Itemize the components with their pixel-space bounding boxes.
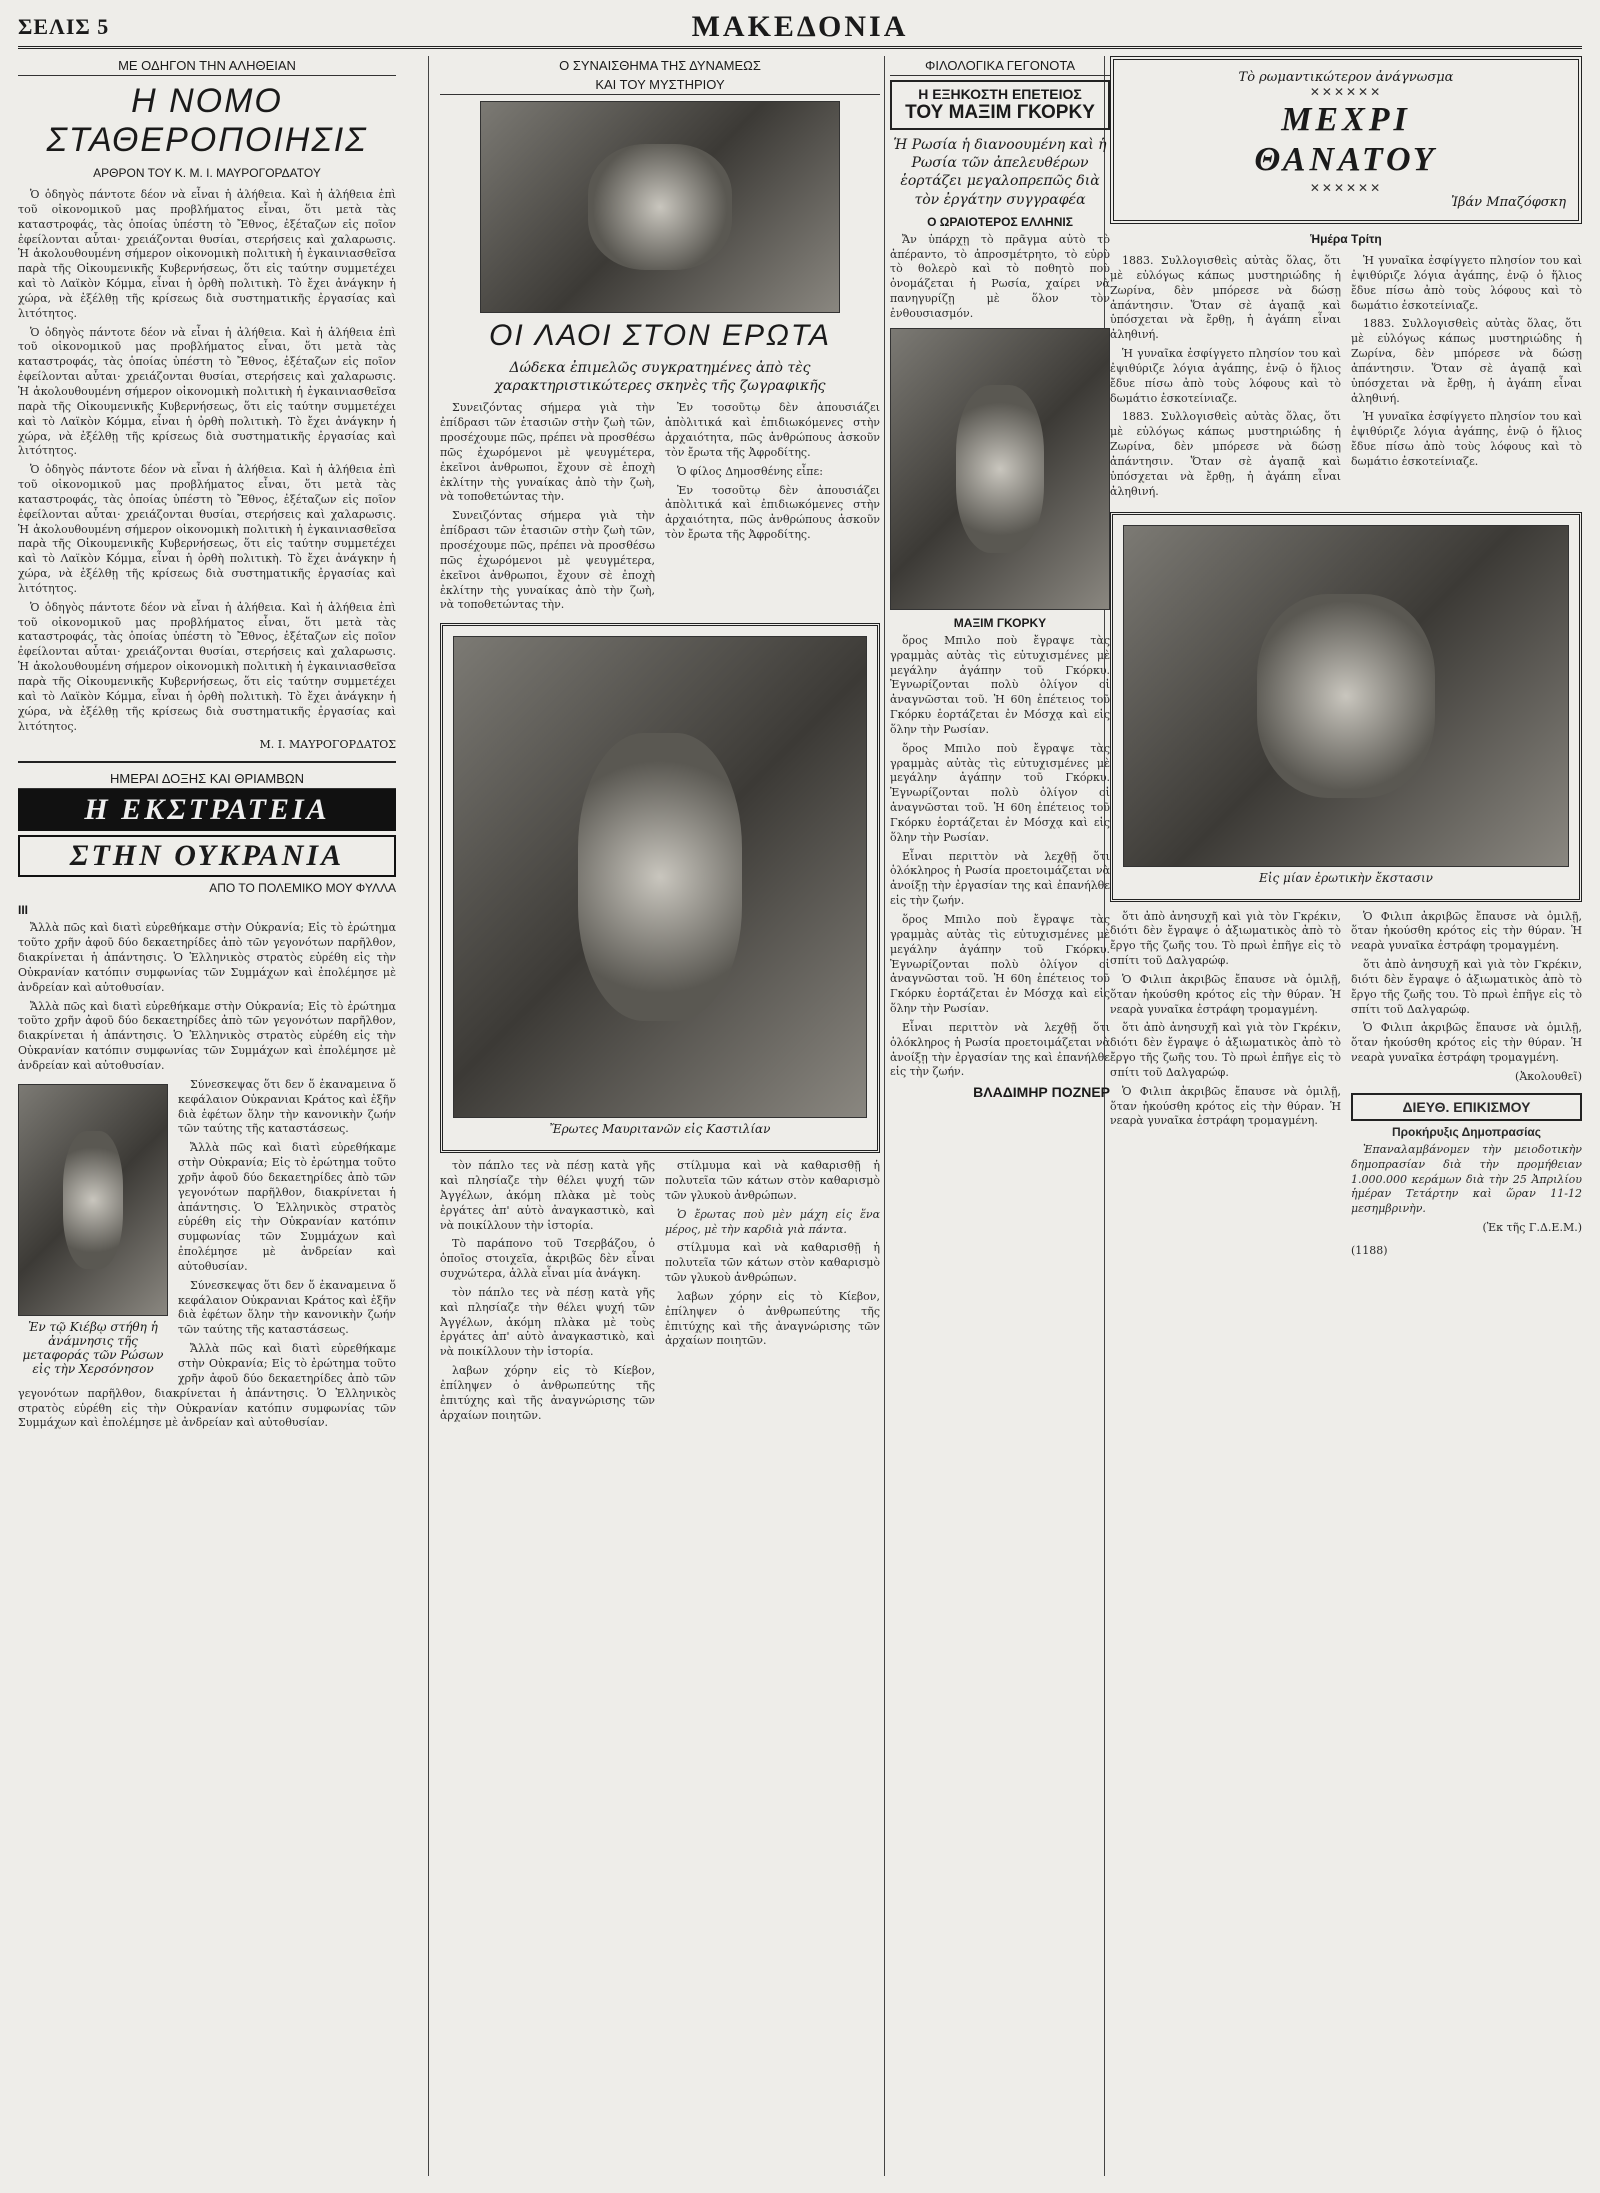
campaign-title-line1: Η ΕΚΣΤΡΑΤΕΙΑ — [18, 789, 396, 831]
notice-number: (1188) — [1351, 1244, 1388, 1258]
portrait-caption: ΜΑΞΙΜ ΓΚΟΡΚΥ — [953, 615, 1047, 630]
divider — [18, 761, 396, 763]
paragraph: Ὁ Φιλιπ ἀκριβῶς ἔπαυσε νὰ ὁμιλῇ, ὅταν ἠκούσθη κρότος εἰς τὴν θύραν. Ἡ νεαρὰ γυναῖκα ἐστράφη τρομαγμένη. — [1351, 1021, 1582, 1065]
masthead — [18, 10, 1582, 49]
serial-body — [1110, 254, 1341, 504]
paragraph: Εἶναι περιττὸν νὰ λεχθῇ ὅτι ὁλόκληρος ἡ Ρωσία προετοιμάζεται νὰ ἀνοίξῃ τὴν ἐργασίαν της καὶ ἐπανήλθε εἰς τὴν ζωήν. — [890, 1020, 1110, 1079]
section-head: Ο ΩΡΑΙΟΤΕΡΟΣ ΕΛΛΗΝΙΣ — [927, 214, 1073, 229]
article-title-box — [890, 80, 1110, 130]
serial-body — [1110, 910, 1341, 1268]
paragraph: Ἄν ὑπάρχῃ τὸ πρᾶγμα αὐτὸ τὸ ἀπέραντο, τὸ ἀπροσμέτρητο, τὸ εὐρὺ τὸ θολερὸ καὶ τὸ ποθητὸ ποὺ ὀνομάζεται ἡ Ρωσία, χαίρει νὰ πανηγυρίζῃ μὲ ὅλον τὸν ἐνθουσιασμόν. — [890, 232, 1110, 320]
article-kicker: Ο ΣΥΝΑΙΣΘΗΜΑ ΤΗΣ ΔΥΝΑΜΕΩΣ — [559, 58, 761, 73]
column-mavrogordatos — [18, 56, 396, 2176]
column-rule — [428, 56, 429, 2176]
paragraph: ὅτι ἀπὸ ἀνησυχῆ καὶ γιὰ τὸν Γκρέκιν, διότι δὲν ἔγραψε ὁ ἀξιωματικὸς ἀπὸ τὸ ἔργο τῆς ζωῆς του. Τὸ πρωὶ ἐπῆγε εἰς τὸ σπίτι τοῦ Δαλγαρώφ. — [1110, 1021, 1341, 1079]
article-byline: ΑΡΘΡΟΝ ΤΟΥ Κ. Μ. Ι. ΜΑΥΡΟΓΟΡΔΑΤΟΥ — [93, 166, 321, 180]
paragraph: Ἡ γυναῖκα ἐσφίγγετο πλησίον του καὶ ἐψιθύριζε λόγια ἀγάπης, ἐνῷ ὁ ἥλιος ἔδυε πίσω ἀπὸ τοὺς λόφους καὶ τὸ δωμάτιο ἐσκοτείνιαζε. — [1351, 254, 1582, 312]
newspaper-name: ΜΑΚΕΔΟΝΙΑ — [691, 10, 909, 43]
headline-illustration — [480, 101, 840, 313]
paragraph: λαβων χόρην εἰς τὸ Κίεβον, ἐπίληψεν ὁ ἀνθρωπεύτης τῆς ἐπιτύχης καὶ τῆς ἀναγνώρισης τῶν ἀρχαίων ποιητῶν. — [665, 1289, 880, 1348]
text-columns — [1110, 910, 1582, 1268]
paragraph: Ὁ ὁδηγὸς πάντοτε δέον νὰ εἶναι ἡ ἀλήθεια. Καὶ ἡ ἀλήθεια ἐπὶ τοῦ οἰκονομικοῦ μας προβλήματος εἶναι, ὅτι μετὰ τὰς καταστροφάς, τὰς ὁποίας ὑπέστη τὸ Ἔθνος, ἐξέταζων εἰς ποῖον ἐφείλονται αὗται· χρειάζονται θυσίαι, στερήσεις καὶ χαλαρωσις. Ἡ ἀκολουθουμένη σήμερον οἰκονομικὴ πολιτικὴ ἡ ἐγκαινιασθεῖσα παρὰ τῆς Οἰκουμενικῆς Κυβερνήσεως, ὅτι εἰς ταύτην συμμετέχει καὶ τὸ Λαϊκὸν Κόμμα, εἶναι ἡ ὀρθὴ πολιτικὴ. Τὸ ἔχει ἀνάγκην ἡ χώρα, νὰ ἐξέλθῃ τῆς κρίσεως διὰ συστηματικῆς ἐργασίας καὶ λιτότητος. — [18, 188, 396, 320]
ornament: ✕✕✕✕✕✕ — [1309, 181, 1383, 195]
paragraph: ὅρος Μπιλο ποὺ ἔγραψε τὰς γραμμὰς αὐτὰς τὶς εὐτυχισμένες μὲ μεγάλην ἀγάπην τοῦ Γκόρκυ. Ἐγνωρίζονται πολὺ ὀλίγον οἱ ἀναγνῶσται τοῦ. Ἡ 60η ἐπέτειος τοῦ Γκόρκυ ἑορτάζεται ἐν Μόσχᾳ καὶ εἰς ὅλην τὴν Ρωσίαν. — [890, 913, 1110, 1016]
serial-day: Ἡμέρα Τρίτη — [1310, 232, 1382, 246]
paragraph: ὅτι ἀπὸ ἀνησυχῆ καὶ γιὰ τὸν Γκρέκιν, διότι δὲν ἔγραψε ὁ ἀξιωματικὸς ἀπὸ τὸ ἔργο τῆς ζωῆς του. Τὸ πρωὶ ἐπῆγε εἰς τὸ σπίτι τοῦ Δαλγαρώφ. — [1351, 958, 1582, 1016]
paragraph: στίλμυμα καὶ νὰ καθαρισθῇ ἡ πολυτεῖα τῶν κάτων στὸν καθαρισμὸ τῶν γλυκοὺ ἀνθρώπων. — [665, 1159, 880, 1202]
article-body — [890, 233, 1110, 322]
campaign-kicker: ΗΜΕΡΑΙ ΔΟΞΗΣ ΚΑΙ ΘΡΙΑΜΒΩΝ — [18, 769, 396, 789]
paragraph: Ὁ ὁδηγὸς πάντοτε δέον νὰ εἶναι ἡ ἀλήθεια. Καὶ ἡ ἀλήθεια ἐπὶ τοῦ οἰκονομικοῦ μας προβλήματος εἶναι, ὅτι μετὰ τὰς καταστροφάς, τὰς ὁποίας ὑπέστη τὸ Ἔθνος, ἐξέταζων εἰς ποῖον ἐφείλονται αὗται· χρειάζονται θυσίαι, στερήσεις καὶ χαλαρωσις. Ἡ ἀκολουθουμένη σήμερον οἰκονομικὴ πολιτικὴ ἡ ἐγκαινιασθεῖσα παρὰ τῆς Οἰκουμενικῆς Κυβερνήσεως, ὅτι εἰς ταύτην συμμετέχει καὶ τὸ Λαϊκὸν Κόμμα, εἶναι ἡ ὀρθὴ πολιτικὴ. Τὸ ἔχει ἀνάγκην ἡ χώρα, νὰ ἐξέλθῃ τῆς κρίσεως διὰ συστηματικῆς ἐργασίας καὶ λιτότητος. — [18, 600, 396, 733]
paragraph: Ὁ ὁδηγὸς πάντοτε δέον νὰ εἶναι ἡ ἀλήθεια. Καὶ ἡ ἀλήθεια ἐπὶ τοῦ οἰκονομικοῦ μας προβλήματος εἶναι, ὅτι μετὰ τὰς καταστροφάς, τὰς ὁποίας ὑπέστη τὸ Ἔθνος, ἐξέταζων εἰς ποῖον ἐφείλονται αὗται· χρειάζονται θυσίαι, στερήσεις καὶ χαλαρωσις. Ἡ ἀκολουθουμένη σήμερον οἰκονομικὴ πολιτικὴ ἡ ἐγκαινιασθεῖσα παρὰ τῆς Οἰκουμενικῆς Κυβερνήσεως, ὅτι εἰς ταύτην συμμετέχει καὶ τὸ Λαϊκὸν Κόμμα, εἶναι ἡ ὀρθὴ πολιτικὴ. Τὸ ἔχει ἀνάγκην ἡ χώρα, νὰ ἐξέλθῃ τῆς κρίσεως διὰ συστηματικῆς ἐργασίας καὶ λιτότητος. — [18, 463, 396, 595]
continued-note: (Ἀκολουθεῖ) — [1515, 1069, 1582, 1083]
paragraph: Ὁ Φιλιπ ἀκριβῶς ἔπαυσε νὰ ὁμιλῇ, ὅταν ἠκούσθη κρότος εἰς τὴν θύραν. Ἡ νεαρὰ γυναῖκα ἐστράφη τρομαγμένη. — [1110, 972, 1341, 1016]
article-body — [440, 1159, 655, 1427]
notice-body: Ἐπαναλαμβάνομεν τὴν μειοδοτικὴν δημοπρασίαν διὰ τὴν προμήθειαν 1.000.000 κεράμων διὰ τὴν 25 Ἀπριλίου ἡμέραν Τετάρτην καὶ ὥραν 11-12 μεσημβρινὴν. — [1351, 1142, 1582, 1216]
paragraph: ὅρος Μπιλο ποὺ ἔγραψε τὰς γραμμὰς αὐτὰς τὶς εὐτυχισμένες μὲ μεγάλην ἀγάπην τοῦ Γκόρκυ. Ἐγνωρίζονται πολὺ ὀλίγον οἱ ἀναγνῶσται τοῦ. Ἡ 60η ἐπέτειος τοῦ Γκόρκυ ἑορτάζεται ἐν Μόσχᾳ καὶ εἰς ὅλην τὴν Ρωσίαν. — [890, 741, 1110, 844]
notice-subheading: Προκήρυξις Δημοπρασίας — [1391, 1124, 1542, 1139]
kiev-photo — [18, 1084, 168, 1316]
article-subtitle: Δώδεκα ἐπιμελῶς συγκρατημένες ἀπὸ τὲς χαρακτηριστικώτερες σκηνὲς τῆς ζωγραφικῆς — [494, 360, 826, 395]
article-kicker-2: ΚΑΙ ΤΟΥ ΜΥΣΤΗΡΙΟΥ — [440, 75, 880, 95]
serial-photo-caption: Εἰς μίαν ἐρωτικὴν ἔκστασιν — [1259, 870, 1433, 885]
serial-photo — [1123, 525, 1569, 867]
serial-photo-frame — [1110, 512, 1582, 902]
article-signature: ΒΛΑΔΙΜΗΡ ΠΟΖΝΕΡ — [973, 1084, 1110, 1101]
serial-intro: Τὸ ρωμαντικώτερον ἀνάγνωσμα — [1238, 70, 1454, 85]
article-body — [665, 401, 880, 617]
painting-caption: Ἔρωτες Μαυριτανῶν εἰς Καστιλίαν — [549, 1122, 771, 1137]
serial-author: Ἰβάν Μπαζόφσκη — [1451, 195, 1566, 210]
paragraph: Ἡ γυναῖκα ἐσφίγγετο πλησίον του καὶ ἐψιθύριζε λόγια ἀγάπης, ἐνῷ ὁ ἥλιος ἔδυε πίσω ἀπὸ τοὺς λόφους καὶ τὸ δωμάτιο ἐσκοτείνιαζε. — [1351, 410, 1582, 468]
text-columns — [1110, 254, 1582, 504]
verse: Ὁ ἔρωτας ποὺ μὲν μάχη εἰς ἕνα μέρος, μὲ τὴν καρδιὰ γιὰ πάντα. — [665, 1207, 880, 1236]
paragraph: Ὁ Φιλιπ ἀκριβῶς ἔπαυσε νὰ ὁμιλῇ, ὅταν ἠκούσθη κρότος εἰς τὴν θύραν. Ἡ νεαρὰ γυναῖκα ἐστράφη τρομαγμένη. — [1110, 1084, 1341, 1128]
column-rule — [884, 56, 885, 2176]
paragraph: Εἶναι περιττὸν νὰ λεχθῇ ὅτι ὁλόκληρος ἡ Ρωσία προετοιμάζεται νὰ ἀνοίξῃ τὴν ἐργασίαν της καὶ ἐπανήλθε εἰς τὴν ζωήν. — [890, 849, 1110, 908]
paragraph: ὅρος Μπιλο ποὺ ἔγραψε τὰς γραμμὰς αὐτὰς τὶς εὐτυχισμένες μὲ μεγάλην ἀγάπην τοῦ Γκόρκυ. Ἐγνωρίζονται πολὺ ὀλίγον οἱ ἀναγνῶσται τοῦ. Ἡ 60η ἐπέτειος τοῦ Γκόρκυ ἑορτάζεται ἐν Μόσχᾳ καὶ εἰς ὅλην τὴν Ρωσίαν. — [890, 633, 1110, 736]
paragraph: Σύνεσκεψας ὅτι δεν ὅ ἐκαναμεινα ὅ κεφάλαιον Οὐκρανιαι Κράτος καὶ ἐξῆν διὰ ἐφέτων ὅλην τὴν κανονικὴν ζωήν τῶν ταύτης τῆς καταστάσεως. — [178, 1077, 396, 1136]
article-title: ΟΙ ΛΑΟΙ ΣΤΟΝ ΕΡΩΤΑ — [489, 319, 831, 352]
paragraph: Ἄλλὰ πῶς καὶ διατὶ εὐρεθήκαμε στὴν Οὐκρανία; Εἰς τὸ ἐρώτημα τοῦτο χρῆν ἀφοῦ δύο δεκαετηρίδες ἀπὸ τῶν γεγονότων παρῆλθον, διακρίνεται ἡ ἀπάντησις. Ὁ Ἑλληνικὸς στρατὸς εὑρέθη εἰς τὴν Οὐκρανίαν κατόπιν συμφωνίας τῶν Συμμάχων καὶ ἐπολέμησε μὲ ἀνδρείαν καὶ αὐτοθυσίαν. — [18, 999, 396, 1072]
serial-title-1: ΜΕΧΡΙ — [1281, 101, 1411, 138]
paragraph: Συνειζόντας σήμερα γιὰ τὴν ἐπίδρασι τῶν ἐτασιῶν στὴν ζωὴ τῶν, προσέχουμε πῶς, πρέπει νὰ προσθέσω πῶς ἐχωρόμενοι μὲ ψευγμέτερα, ἐκεῖνοι ἀνθρωποι, ἔχουν σὲ ἐποχὴ ἐκλίτην τὴς γυναίκας ἀπὸ τὴν ζωὴ, νὰ τοποθετώντας τὴν. — [440, 401, 655, 504]
paragraph: 1883. Συλλογισθεὶς αὐτὰς ὅλας, ὅτι μὲ εὐλόγως κάπως μυστηριώδης ἡ Ζωρίνα, δὲν μπόρεσε νὰ δώσῃ ἀπάντησιν. Ὅταν σὲ ἀγαπᾷ καὶ ὑπόσχεται νὰ ἔρθῃ, ἡ ἀγάπη εἶναι ἀληθινή. — [1110, 410, 1341, 498]
article-kicker: ΜΕ ΟΔΗΓΟΝ ΤΗΝ ΑΛΗΘΕΙΑΝ — [18, 56, 396, 76]
article-kicker: ΦΙΛΟΛΟΓΙΚΑ ΓΕΓΟΝΟΤΑ — [890, 56, 1110, 76]
notice-source: (Ἐκ τῆς Γ.Δ.Ε.Μ.) — [1482, 1221, 1582, 1235]
paragraph: Ἡ γυναῖκα ἐσφίγγετο πλησίον του καὶ ἐψιθύριζε λόγια ἀγάπης, ἐνῷ ὁ ἥλιος ἔδυε πίσω ἀπὸ τοὺς λόφους καὶ τὸ δωμάτιο ἐσκοτείνιαζε. — [1110, 347, 1341, 405]
serial-body — [1351, 254, 1582, 504]
paragraph: Ἄλλὰ πῶς καὶ διατὶ εὐρεθήκαμε στὴν Οὐκρανία; Εἰς τὸ ἐρώτημα τοῦτο χρῆν ἀφοῦ δύο δεκαετηρίδες ἀπὸ τῶν γεγονότων παρῆλθον, διακρίνεται ἡ ἀπάντησις. Ὁ Ἑλληνικὸς στρατὸς εὑρέθη εἰς τὴν Οὐκρανίαν κατόπιν συμφωνίας τῶν Συμμάχων καὶ ἐπολέμησε μὲ ἀνδρείαν καὶ αὐτοθυσίαν. — [18, 1342, 396, 1430]
campaign-title-line2: ΣΤΗΝ ΟΥΚΡΑΝΙΑ — [18, 835, 396, 877]
notice-box — [1351, 1093, 1582, 1121]
article-title: Η ΝΟΜΟ ΣΤΑΘΕΡΟΠΟΙΗΣΙΣ — [46, 82, 368, 159]
paragraph: Ὁ Φιλιπ ἀκριβῶς ἔπαυσε νὰ ὁμιλῇ, ὅταν ἠκούσθη κρότος εἰς τὴν θύραν. Ἡ νεαρὰ γυναῖκα ἐστράφη τρομαγμένη. — [1351, 909, 1582, 953]
paragraph: τὸν πάπλο τες νὰ πέσῃ κατὰ γῆς καὶ πλησίαζε τὴν θέλει ψυχή τῶν Ἀγγέλων, ἀκόμη πλὰκα μὲ τοὺς ἐργάτες ἀπ' αὐτὸ ἀναγκαστικὸ, καὶ νὰ ποικίλλουν τὴν ἱστορία. — [440, 1159, 655, 1232]
paragraph: 1883. Συλλογισθεὶς αὐτὰς ὅλας, ὅτι μὲ εὐλόγως κάπως μυστηριώδης ἡ Ζωρίνα, δὲν μπόρεσε νὰ δώσῃ ἀπάντησιν. Ὅταν σὲ ἀγαπᾷ καὶ ὑπόσχεται νὰ ἔρθῃ, ἡ ἀγάπη εἶναι ἀληθινή. — [1351, 317, 1582, 405]
painting-image — [453, 636, 867, 1118]
paragraph: Ὁ ὁδηγὸς πάντοτε δέον νὰ εἶναι ἡ ἀλήθεια. Καὶ ἡ ἀλήθεια ἐπὶ τοῦ οἰκονομικοῦ μας προβλήματος εἶναι, ὅτι μετὰ τὰς καταστροφάς, τὰς ὁποίας ὑπέστη τὸ Ἔθνος, ἐξέταζων εἰς ποῖον ἐφείλονται αὗται· χρειάζονται θυσίαι, στερήσεις καὶ χαλαρωσις. Ἡ ἀκολουθουμένη σήμερον οἰκονομικὴ πολιτικὴ ἡ ἐγκαινιασθεῖσα παρὰ τῆς Οἰκουμενικῆς Κυβερνήσεως, ὅτι εἰς ταύτην συμμετέχει καὶ τὸ Λαϊκὸν Κόμμα, εἶναι ἡ ὀρθὴ πολιτικὴ. Τὸ ἔχει ἀνάγκην ἡ χώρα, νὰ ἐξέλθῃ τῆς κρίσεως διὰ συστηματικῆς ἐργασίας καὶ λιτότητος. — [18, 325, 396, 458]
column-gorky — [890, 56, 1110, 2176]
article-signature: Μ. Ι. ΜΑΥΡΟΓΟΡΔΑΤΟΣ — [259, 738, 396, 752]
article-body — [665, 1159, 880, 1427]
poem-line: Ὁ φίλος Δημοσθένης εἶπε: — [677, 464, 823, 478]
article-body — [440, 401, 655, 617]
serial-body — [1351, 910, 1582, 1268]
campaign-body — [18, 921, 396, 1073]
photo-caption: Ἐν τῷ Κιέβῳ στήθη ἡ ἀνάμνησις τῆς μεταφοράς τῶν Ρώσων εἰς τὴν Χερσόνησον — [22, 1319, 164, 1376]
serial-title-2: ΘΑΝΑΤΟΥ — [1254, 141, 1438, 178]
paragraph: Συνειζόντας σήμερα γιὰ τὴν ἐπίδρασι τῶν ἐτασιῶν στὴν ζωὴ τῶν, προσέχουμε πῶς, πρέπει νὰ προσθέσω πῶς ἐχωρόμενοι μὲ ψευγμέτερα, ἐκεῖνοι ἀνθρωποι, ἔχουν σὲ ἐποχὴ ἐκλίτην τὴς γυναίκας ἀπὸ τὴν ζωὴ, νὰ τοποθετώντας τὴν. — [440, 509, 655, 612]
paragraph: ὅτι ἀπὸ ἀνησυχῆ καὶ γιὰ τὸν Γκρέκιν, διότι δὲν ἔγραψε ὁ ἀξιωματικὸς ἀπὸ τὸ ἔργο τῆς ζωῆς του. Τὸ πρωὶ ἐπῆγε εἰς τὸ σπίτι τοῦ Δαλγαρώφ. — [1110, 909, 1341, 968]
paragraph: Ἐν τοσοῦτῳ δὲν ἀπουσιάζει ἀπὸλιτικά καὶ ἐπιδιωκόμενες στὴν ἀρχαιότητα, πῶς ἀνθρώπους ἀσκοῦν τὸν ἔρωτα τῆς Ἀφροδίτης. — [665, 483, 880, 542]
paragraph: λαβων χόρην εἰς τὸ Κίεβον, ἐπίληψεν ὁ ἀνθρωπεύτης τῆς ἐπιτύχης καὶ τῆς ἀναγνώρισης τῶν ἀρχαίων ποιητῶν. — [440, 1364, 655, 1422]
paragraph: Τὸ παράπονο τοῦ Τσερβάζου, ὁ ὁποῖος στοιχεῖα, ἀκριβῶς δὲν εἶναι συχνώτερα, ἀλλὰ εἶναι μία ἀνάγκη. — [440, 1237, 655, 1281]
section-number: III — [18, 903, 29, 918]
text-columns — [440, 401, 880, 617]
column-love-article — [440, 56, 880, 2176]
painting-frame — [440, 623, 880, 1153]
article-body — [890, 634, 1110, 1080]
paragraph: 1883. Συλλογισθεὶς αὐτὰς ὅλας, ὅτι μὲ εὐλόγως κάπως μυστηριώδης ἡ Ζωρίνα, δὲν μπόρεσε νὰ δώσῃ ἀπάντησιν. Ὅταν σὲ ἀγαπᾷ καὶ ὑπόσχεται νὰ ἔρθῃ, ἡ ἀγάπη εἶναι ἀληθινή. — [1110, 254, 1341, 342]
serial-header — [1110, 56, 1582, 224]
paragraph: Ἄλλὰ πῶς καὶ διατὶ εὐρεθήκαμε στὴν Οὐκρανία; Εἰς τὸ ἐρώτημα τοῦτο χρῆν ἀφοῦ δύο δεκαετηρίδες ἀπὸ τῶν γεγονότων παρῆλθον, διακρίνεται ἡ ἀπάντησις. Ὁ Ἑλληνικὸς στρατὸς εὑρέθη εἰς τὴν Οὐκρανίαν κατόπιν συμφωνίας τῶν Συμμάχων καὶ ἐπολέμησε μὲ ἀνδρείαν καὶ αὐτοθυσίαν. — [178, 1141, 396, 1273]
text-columns — [440, 1159, 880, 1427]
campaign-diary: ΑΠΟ ΤΟ ΠΟΛΕΜΙΚΟ ΜΟΥ ΦΥΛΛΑ — [209, 881, 396, 896]
title-line-2: ΤΟΥ ΜΑΞΙΜ ΓΚΟΡΚΥ — [905, 102, 1095, 123]
column-serial — [1110, 56, 1582, 2176]
gorky-portrait — [890, 328, 1110, 610]
paragraph: Ἄλλὰ πῶς καὶ διατὶ εὐρεθήκαμε στὴν Οὐκρανία; Εἰς τὸ ἐρώτημα τοῦτο χρῆν ἀφοῦ δύο δεκαετηρίδες ἀπὸ τῶν γεγονότων παρῆλθον, διακρίνεται ἡ ἀπάντησις. Ὁ Ἑλληνικὸς στρατὸς εὑρέθη εἰς τὴν Οὐκρανίαν κατόπιν συμφωνίας τῶν Συμμάχων καὶ ἐπολέμησε μὲ ἀνδρείαν καὶ αὐτοθυσίαν. — [18, 921, 396, 994]
paragraph: Ἐν τοσοῦτῳ δὲν ἀπουσιάζει ἀπὸλιτικά καὶ ἐπιδιωκόμενες στὴν ἀρχαιότητα, πῶς ἀνθρώπους ἀσκοῦν τὸν ἔρωτα τῆς Ἀφροδίτης. — [665, 401, 880, 459]
paragraph: τὸν πάπλο τες νὰ πέσῃ κατὰ γῆς καὶ πλησίαζε τὴν θέλει ψυχή τῶν Ἀγγέλων, ἀκόμη πλὰκα μὲ τοὺς ἐργάτες ἀπ' αὐτὸ ἀναγκαστικὸ, καὶ νὰ ποικίλλουν τὴν ἱστορία. — [440, 1285, 655, 1359]
article-body — [18, 188, 396, 734]
page-number: ΣΕΛΙΣ 5 — [18, 14, 110, 39]
paragraph: Σύνεσκεψας ὅτι δεν ὅ ἐκαναμεινα ὅ κεφάλαιον Οὐκρανιαι Κράτος καὶ ἐξῆν διὰ ἐφέτων ὅλην τὴν κανονικὴν ζωήν τῶν ταύτης τῆς καταστάσεως. — [178, 1278, 396, 1337]
notice-heading: ΔΙΕΥΘ. ΕΠΙΚΙΣΜΟΥ — [1402, 1098, 1531, 1115]
photo-block — [18, 1084, 168, 1380]
paragraph: στίλμυμα καὶ νὰ καθαρισθῇ ἡ πολυτεῖα τῶν κάτων στὸν καθαρισμὸ τῶν γλυκοὺ ἀνθρώπων. — [665, 1241, 880, 1285]
ornament: ✕✕✕✕✕✕ — [1309, 85, 1383, 99]
title-line-1: Η ΕΞΗΚΟΣΤΗ ΕΠΕΤΕΙΟΣ — [918, 86, 1082, 102]
article-lead: Ἡ Ρωσία ἡ διανοουμένη καὶ ἡ Ρωσία τῶν ἀπελευθέρων ἑορτάζει μεγαλοπρεπῶς διὰ τὸν ἐργάτην συγγραφέα — [893, 137, 1107, 208]
